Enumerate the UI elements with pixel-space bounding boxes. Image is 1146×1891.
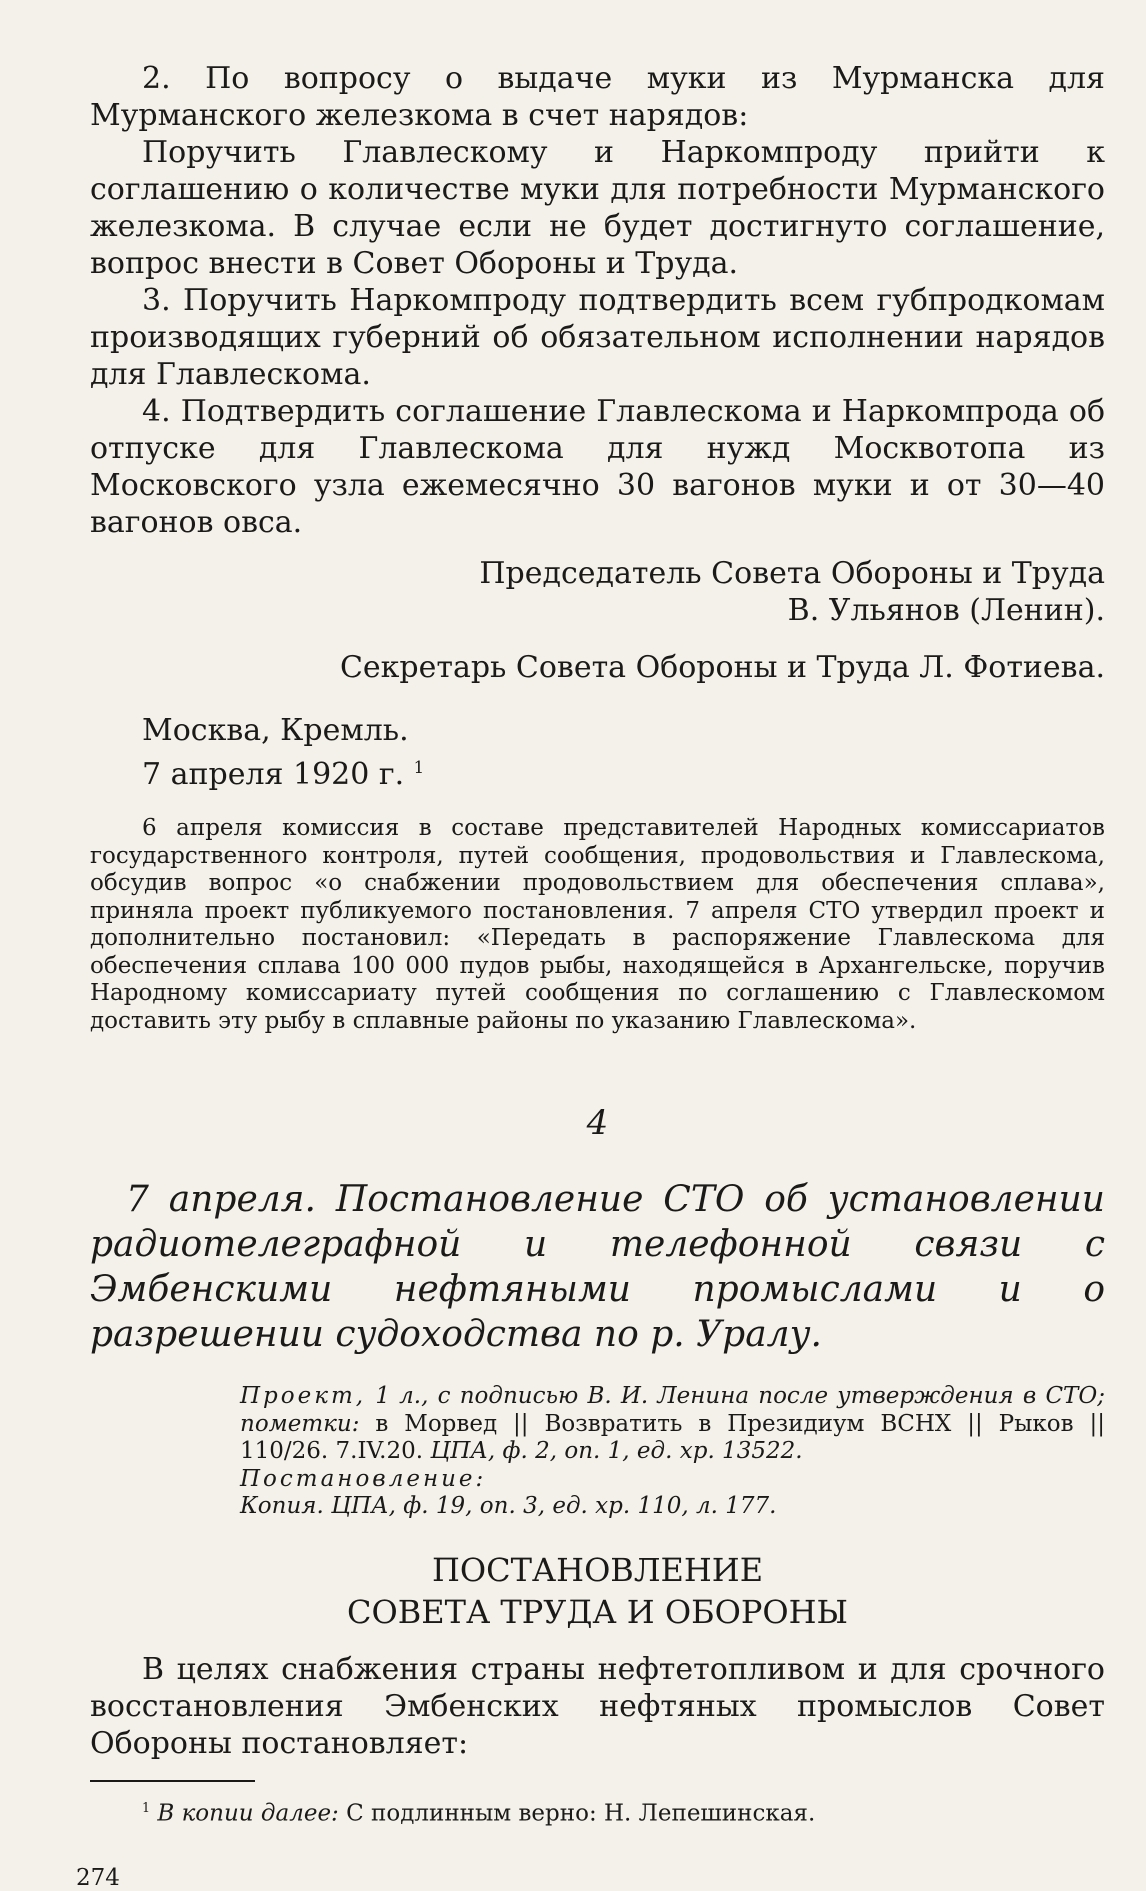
footnote-ref: 1 [413,758,425,777]
resolution-intro: В целях снабжения страны нефтетопливом и для срочного восстановления Эмбенских нефтяных промыслов Совет Обороны постановляет: [90,1651,1105,1761]
secretary-signature: Секретарь Совета Обороны и Труда Л. Фотиева. [339,650,1105,685]
place: Москва, Кремль. [142,713,409,748]
chair-title: Председатель Совета Обороны и Труда [479,556,1105,591]
paragraph-item-4: 4. Подтвердить соглашение Главлескома и Наркомпрода об отпуске для Главлескома для нужд Москвотопа из Московского узла ежемесячно 30 вагонов муки и от 30—40 вагонов овса. [90,394,1105,540]
paragraph-item-2: 2. По вопросу о выдаче муки из Мурманска для Мурманского железкома в счет нарядов: [90,61,1105,133]
project-label: Проект, [240,1383,367,1409]
page-content [76,60,1106,1891]
project-archive: ЦПА, ф. 2, оп. 1, ед. хр. 13522. [430,1438,803,1464]
document-number: 4 [586,1103,609,1143]
project-notes: в Морвед || Возвратить в Президиум ВСНХ || Рыков || 110/26. 7.IV.20. [240,1410,1106,1464]
title-line-1: ПОСТАНОВЛЕНИЕ [431,1550,764,1589]
footnote [142,1794,1105,1828]
resolution-label: Постановление: [240,1465,487,1492]
archival-source [240,1383,1105,1521]
date: 7 апреля 1920 г. [142,757,405,792]
document-heading: 7 апреля. Постановление СТО об установлении радиотелеграфной и телефонной связи с Эмбенскими нефтяными промыслами и о разрешении судоходства по р. Уралу. [90,1179,1105,1355]
paragraph-item-3: 3. Поручить Наркомпроду подтвердить всем губпродкомам производящих губерний об обязательном исполнении нарядов для Главлескома. [90,283,1105,392]
page-number: 274 [76,1865,120,1891]
place-date [142,712,1105,793]
footnote-text: С подлинным верно: Н. Лепешинская. [346,1800,816,1827]
resolution-copy: Копия. ЦПА, ф. 19, оп. 3, ед. хр. 110, л. 177. [240,1493,777,1519]
project-description: 1 л., с подписью В. И. Ленина после утверждения в СТО; пометки: [240,1383,1106,1437]
signature-block [90,555,1105,686]
title-line-2: СОВЕТА ТРУДА И ОБОРОНЫ [347,1592,848,1631]
paragraph-item-2-instruction: Поручить Главлескому и Наркомпроду прийти к соглашению о количестве муки для потребности Мурманского железкома. В случае если не будет достигнуто соглашение, вопрос внести в Совет Обороны и Труда. [90,135,1105,281]
chair-name: В. Ульянов (Ленин). [787,593,1105,628]
footnote-label: В копии далее: [157,1800,339,1827]
footnote-marker: 1 [142,1799,151,1815]
footnote-divider [90,1780,255,1782]
date-line [142,749,1105,793]
editorial-commentary: 6 апреля комиссия в составе представителей Народных комиссариатов государственного контроля, путей сообщения, продовольствия и Главлескома, обсудив вопрос «о снабжении продовольствием для обеспечения сплава», приняла проект публикуемого постановления. 7 апреля СТО утвердил проект и дополнительно постановил: «Передать в распоряжение Главлескома для обеспечения сплава 100 000 пудов рыбы, находящейся в Архангельске, поручив Народному комиссариату путей сообщения по соглашению с Главлескомом доставить эту рыбу в сплавные районы по указанию Главлескома». [90,815,1105,1034]
resolution-title [90,1549,1105,1633]
